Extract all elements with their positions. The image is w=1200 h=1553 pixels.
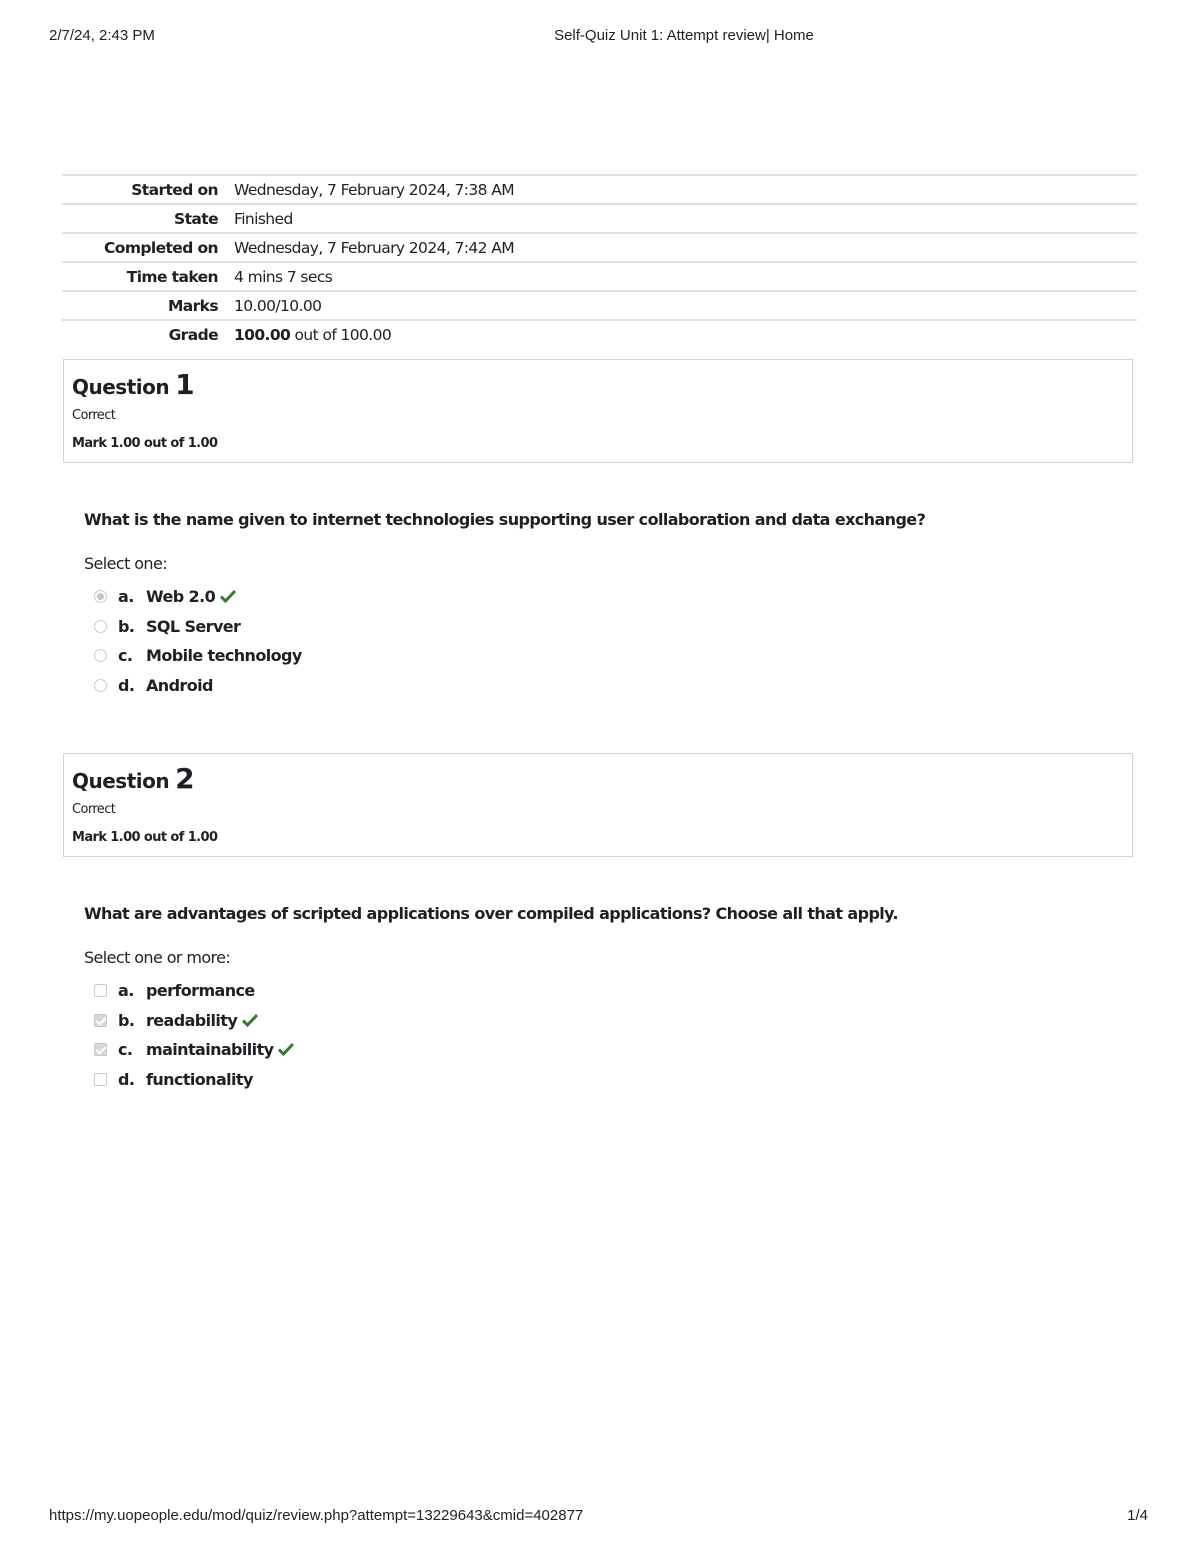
- answer-text: Mobile technology: [146, 646, 302, 665]
- summary-value: Finished: [234, 209, 293, 228]
- grade-out-of: out of 100.00: [290, 325, 392, 344]
- answer-text: performance: [146, 981, 255, 1000]
- answer-letter: c.: [118, 1040, 133, 1059]
- question-1-content: [84, 510, 1134, 705]
- question-title: Question 1: [72, 368, 195, 401]
- summary-label: Time taken: [126, 267, 218, 286]
- print-page-number: 1/4: [1127, 1507, 1148, 1524]
- summary-value: Wednesday, 7 February 2024, 7:42 AM: [234, 238, 515, 257]
- answer-letter: b.: [118, 616, 135, 636]
- summary-value: 4 mins 7 secs: [234, 267, 333, 286]
- question-2-content: [84, 904, 1134, 1099]
- grade-score: 100.00: [234, 325, 291, 344]
- summary-row: [62, 320, 1137, 348]
- answer-option-a[interactable]: [84, 587, 1134, 617]
- summary-label: Completed on: [104, 238, 218, 257]
- answer-list: [84, 981, 1134, 1099]
- answer-list: [84, 587, 1134, 705]
- answer-prompt: Select one:: [84, 554, 168, 573]
- question-number: 2: [175, 762, 195, 795]
- answer-option-b[interactable]: [84, 617, 1134, 647]
- answer-option-b[interactable]: [84, 1011, 1134, 1041]
- checkbox[interactable]: [94, 984, 107, 997]
- print-footer: [0, 1507, 1200, 1527]
- question-2-info: [63, 753, 1133, 857]
- question-1-info: [63, 359, 1133, 463]
- answer-text: Web 2.0: [146, 587, 216, 606]
- answer-letter: d.: [118, 675, 135, 695]
- summary-value: Wednesday, 7 February 2024, 7:38 AM: [234, 180, 515, 199]
- answer-option-d[interactable]: [84, 676, 1134, 706]
- answer-text: functionality: [146, 1069, 253, 1089]
- print-datetime: 2/7/24, 2:43 PM: [49, 27, 155, 44]
- summary-row: [62, 262, 1137, 291]
- summary-value: 10.00/10.00: [234, 296, 322, 315]
- print-page-title: Self-Quiz Unit 1: Attempt review| Home: [554, 27, 814, 44]
- summary-label: Grade: [168, 325, 218, 344]
- attempt-summary-table: [62, 174, 1137, 348]
- answer-letter: b.: [118, 1010, 135, 1030]
- question-number: 1: [175, 368, 195, 401]
- summary-row: [62, 291, 1137, 320]
- answer-text: SQL Server: [146, 616, 241, 636]
- answer-text: Android: [146, 675, 213, 695]
- check-icon: [242, 1013, 258, 1027]
- summary-label: Started on: [131, 180, 218, 199]
- answer-prompt: Select one or more:: [84, 948, 231, 967]
- checkbox[interactable]: [94, 1073, 107, 1086]
- answer-option-d[interactable]: [84, 1070, 1134, 1100]
- summary-row: [62, 175, 1137, 204]
- answer-text: readability: [146, 1010, 238, 1030]
- answer-letter: c.: [118, 646, 133, 665]
- answer-option-c[interactable]: [84, 646, 1134, 676]
- radio-button[interactable]: [94, 620, 107, 633]
- answer-letter: d.: [118, 1069, 135, 1089]
- question-state: Correct: [72, 802, 116, 817]
- question-grade: Mark 1.00 out of 1.00: [72, 830, 218, 845]
- print-header: [0, 27, 1200, 47]
- answer-letter: a.: [118, 587, 134, 606]
- summary-label: State: [174, 209, 218, 228]
- answer-text: maintainability: [146, 1040, 274, 1059]
- summary-row: [62, 204, 1137, 233]
- radio-button[interactable]: [94, 649, 107, 662]
- radio-button[interactable]: [94, 679, 107, 692]
- summary-label: Marks: [167, 296, 218, 315]
- summary-value: [234, 320, 1137, 348]
- question-title: Question 2: [72, 762, 195, 795]
- question-grade: Mark 1.00 out of 1.00: [72, 436, 218, 451]
- answer-option-a[interactable]: [84, 981, 1134, 1011]
- checkbox[interactable]: [94, 1014, 107, 1027]
- question-text: What is the name given to internet technologies supporting user collaboration and data exchange?: [84, 510, 926, 529]
- answer-letter: a.: [118, 981, 134, 1000]
- radio-button[interactable]: [94, 590, 107, 603]
- checkbox[interactable]: [94, 1043, 107, 1056]
- question-state: Correct: [72, 408, 116, 423]
- summary-row: [62, 233, 1137, 262]
- check-icon: [220, 589, 236, 603]
- print-url: https://my.uopeople.edu/mod/quiz/review.php?attempt=13229643&cmid=402877: [49, 1507, 584, 1524]
- check-icon: [278, 1042, 294, 1056]
- answer-option-c[interactable]: [84, 1040, 1134, 1070]
- question-text: What are advantages of scripted applications over compiled applications? Choose all that apply.: [84, 904, 899, 923]
